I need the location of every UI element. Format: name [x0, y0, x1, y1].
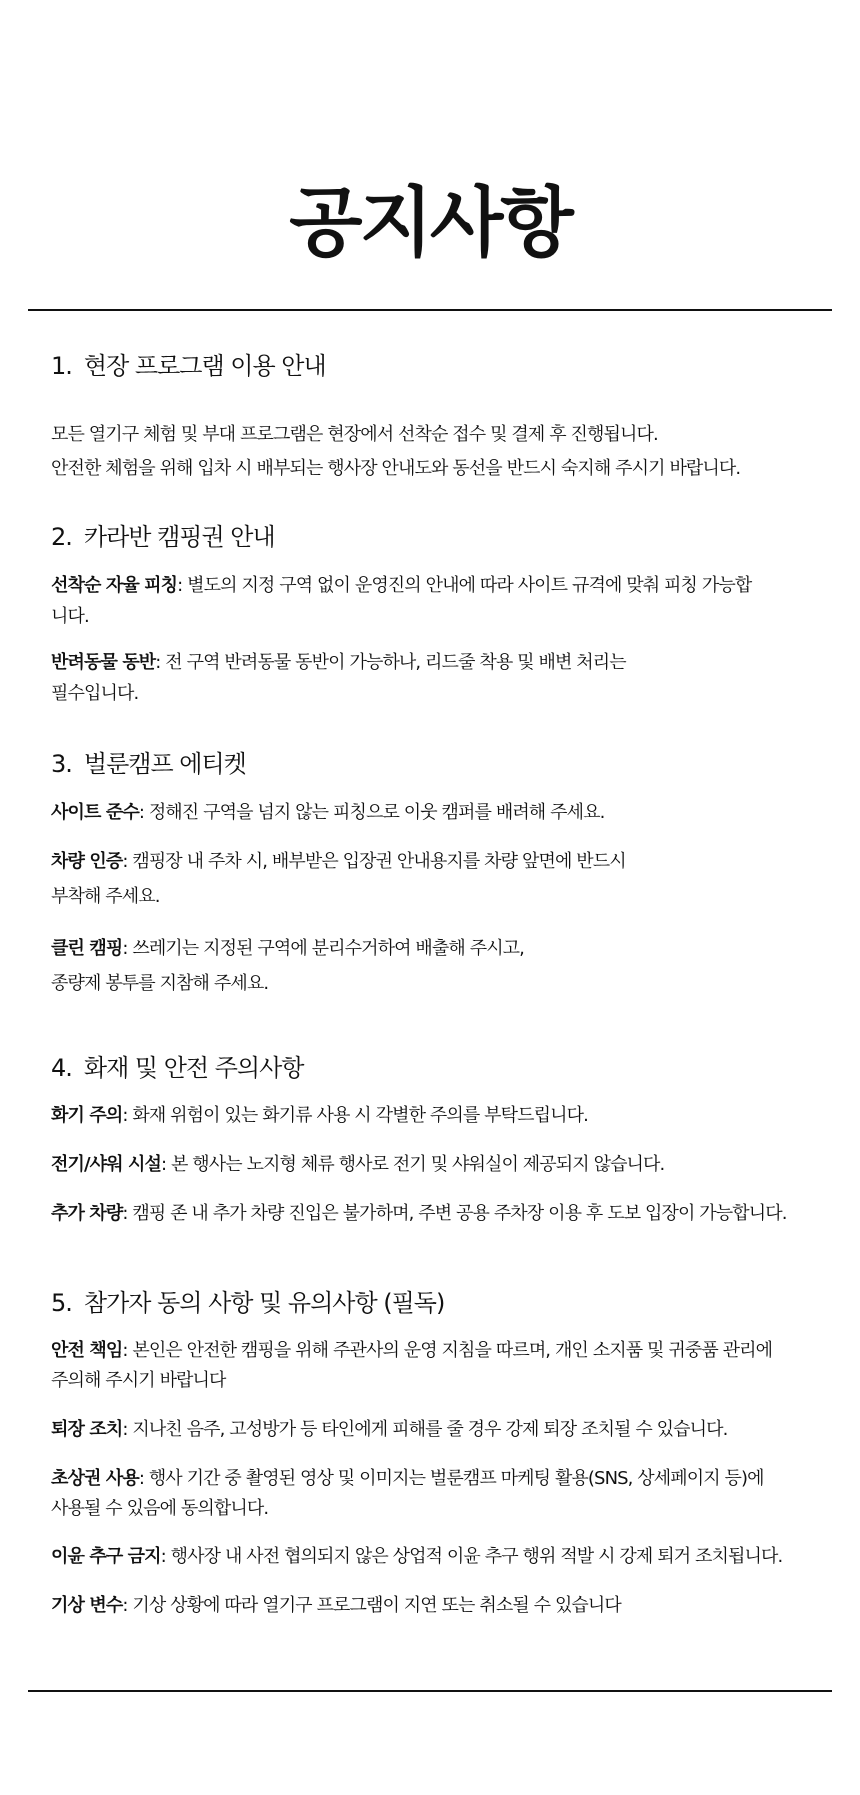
- section-1-paragraph-1: 모든 열기구 체험 및 부대 프로그램은 현장에서 선착순 접수 및 결제 후 진행됩니다.: [51, 424, 658, 445]
- notice-item-continuation: 니다.: [51, 606, 89, 627]
- notice-item-continuation: 사용될 수 있음에 동의합니다.: [51, 1498, 269, 1519]
- item-label: 사이트 준수: [51, 802, 139, 823]
- notice-item-continuation: 주의해 주시기 바랍니다: [51, 1370, 226, 1391]
- item-label: 기상 변수: [51, 1595, 123, 1616]
- notice-item-continuation: 필수입니다.: [51, 683, 139, 704]
- notice-item: 클린 캠핑: 쓰레기는 지정된 구역에 분리수거하여 배출해 주시고,: [51, 938, 524, 959]
- notice-item: 기상 변수: 기상 상황에 따라 열기구 프로그램이 지연 또는 취소될 수 있습니다: [51, 1595, 621, 1616]
- notice-item: 퇴장 조치: 지나친 음주, 고성방가 등 타인에게 피해를 줄 경우 강제 퇴장 조치될 수 있습니다.: [51, 1419, 728, 1440]
- section-heading-5: 5. 참가자 동의 사항 및 유의사항 (필독): [51, 1289, 445, 1317]
- notice-item: 전기/샤워 시설: 본 행사는 노지형 체류 행사로 전기 및 샤워실이 제공되지 않습니다.: [51, 1154, 665, 1175]
- notice-item: 사이트 준수: 정해진 구역을 넘지 않는 피칭으로 이웃 캠퍼를 배려해 주세요.: [51, 802, 605, 823]
- item-label: 안전 책임: [51, 1340, 123, 1361]
- section-heading-1: 1. 현장 프로그램 이용 안내: [51, 352, 326, 380]
- notice-item: 초상권 사용: 행사 기간 중 촬영된 영상 및 이미지는 벌룬캠프 마케팅 활용(SNS, 상세페이지 등)에: [51, 1468, 764, 1489]
- notice-item: 안전 책임: 본인은 안전한 캠핑을 위해 주관사의 운영 지침을 따르며, 개인 소지품 및 귀중품 관리에: [51, 1340, 773, 1361]
- notice-item: 추가 차량: 캠핑 존 내 추가 차량 진입은 불가하며, 주변 공용 주차장 이용 후 도보 입장이 가능합니다.: [51, 1203, 787, 1224]
- bottom-divider: [28, 1690, 832, 1692]
- item-label: 반려동물 동반: [51, 652, 156, 673]
- item-label: 선착순 자율 피칭: [51, 575, 178, 596]
- section-heading-3: 3. 벌룬캠프 에티켓: [51, 750, 246, 778]
- item-label: 클린 캠핑: [51, 938, 123, 959]
- item-label: 퇴장 조치: [51, 1419, 123, 1440]
- top-divider: [28, 309, 832, 311]
- item-label: 차량 인증: [51, 851, 123, 872]
- notice-item-continuation: 종량제 봉투를 지참해 주세요.: [51, 973, 269, 994]
- page-title: 공지사항: [289, 178, 571, 267]
- notice-item: 반려동물 동반: 전 구역 반려동물 동반이 가능하나, 리드줄 착용 및 배변 처리는: [51, 652, 626, 673]
- notice-item: 선착순 자율 피칭: 별도의 지정 구역 없이 운영진의 안내에 따라 사이트 규격에 맞춰 피칭 가능합: [51, 575, 752, 596]
- item-label: 초상권 사용: [51, 1468, 139, 1489]
- section-1-paragraph-2: 안전한 체험을 위해 입차 시 배부되는 행사장 안내도와 동선을 반드시 숙지해 주시기 바랍니다.: [51, 458, 741, 479]
- item-label: 화기 주의: [51, 1105, 123, 1126]
- notice-item: 이윤 추구 금지: 행사장 내 사전 협의되지 않은 상업적 이윤 추구 행위 적발 시 강제 퇴거 조치됩니다.: [51, 1546, 783, 1567]
- section-heading-4: 4. 화재 및 안전 주의사항: [51, 1054, 304, 1082]
- notice-item: 화기 주의: 화재 위험이 있는 화기류 사용 시 각별한 주의를 부탁드립니다.: [51, 1105, 588, 1126]
- item-label: 추가 차량: [51, 1203, 123, 1224]
- item-label: 이윤 추구 금지: [51, 1546, 161, 1567]
- notice-item: 차량 인증: 캠핑장 내 주차 시, 배부받은 입장권 안내용지를 차량 앞면에 반드시: [51, 851, 626, 872]
- notice-item-continuation: 부착해 주세요.: [51, 886, 160, 907]
- section-heading-2: 2. 카라반 캠핑권 안내: [51, 523, 275, 551]
- item-label: 전기/샤워 시설: [51, 1154, 161, 1175]
